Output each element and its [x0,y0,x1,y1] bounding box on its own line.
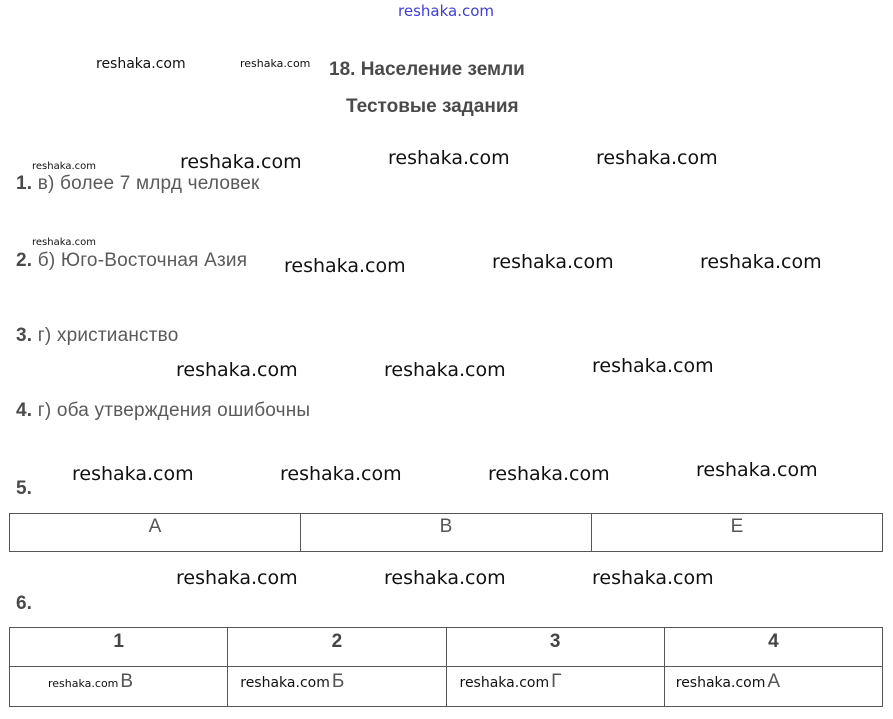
table-cell [446,667,664,707]
page-subtitle: Тестовые задания [346,96,519,117]
question-5-number: 5. [16,478,32,499]
watermark: reshaka.com [48,677,119,690]
table-header-cell: 2 [228,628,446,667]
watermark: reshaka.com [488,463,610,485]
answer-table-6 [9,627,883,707]
watermark: reshaka.com [176,359,298,381]
answer-number: 2. [16,250,33,271]
table-cell [228,667,446,707]
watermark: reshaka.com [240,57,311,70]
table-cell-value: Б [331,671,345,692]
watermark: reshaka.com [384,359,506,381]
watermark: reshaka.com [675,675,766,691]
answer-text: г) оба утверждения ошибочны [37,400,311,421]
watermark: reshaka.com [32,237,96,248]
answer-1 [16,173,260,195]
watermark: reshaka.com [459,675,550,691]
answer-text: б) Юго-Восточная Азия [37,250,248,271]
table-cell: А [10,514,301,552]
site-link[interactable]: reshaka.com [398,2,494,20]
watermark: reshaka.com [592,355,714,377]
watermark: reshaka.com [72,463,194,485]
watermark: reshaka.com [284,255,406,277]
answer-number: 3. [16,325,33,346]
table-header-cell: 1 [10,628,228,667]
answer-table-5 [9,513,883,552]
table-cell: Е [592,514,883,552]
table-cell-value: Г [551,671,562,692]
table-cell [10,667,228,707]
answer-4 [16,400,310,422]
watermark: reshaka.com [700,251,822,273]
table-cell-value: А [767,671,781,692]
question-6-number: 6. [16,593,32,614]
page-title: 18. Население земли [329,59,525,80]
table-cell: В [301,514,592,552]
table-header-cell: 3 [446,628,664,667]
answer-text: в) более 7 млрд человек [37,173,260,194]
answer-number: 1. [16,173,33,194]
answer-3 [16,325,178,347]
watermark: reshaka.com [384,567,506,589]
watermark: reshaka.com [240,675,330,691]
table-header-cell: 4 [664,628,882,667]
table-cell-value: В [120,671,134,692]
answer-number: 4. [16,400,33,421]
watermark: reshaka.com [96,56,186,72]
watermark: reshaka.com [176,567,298,589]
answer-text: г) христианство [37,325,179,346]
watermark: reshaka.com [492,251,614,273]
answer-2 [16,250,247,272]
watermark: reshaka.com [280,463,402,485]
table-cell [664,667,882,707]
watermark: reshaka.com [596,147,718,169]
watermark: reshaka.com [592,567,714,589]
watermark: reshaka.com [180,151,302,173]
watermark: reshaka.com [32,161,96,172]
watermark: reshaka.com [388,147,510,169]
watermark: reshaka.com [696,459,818,481]
